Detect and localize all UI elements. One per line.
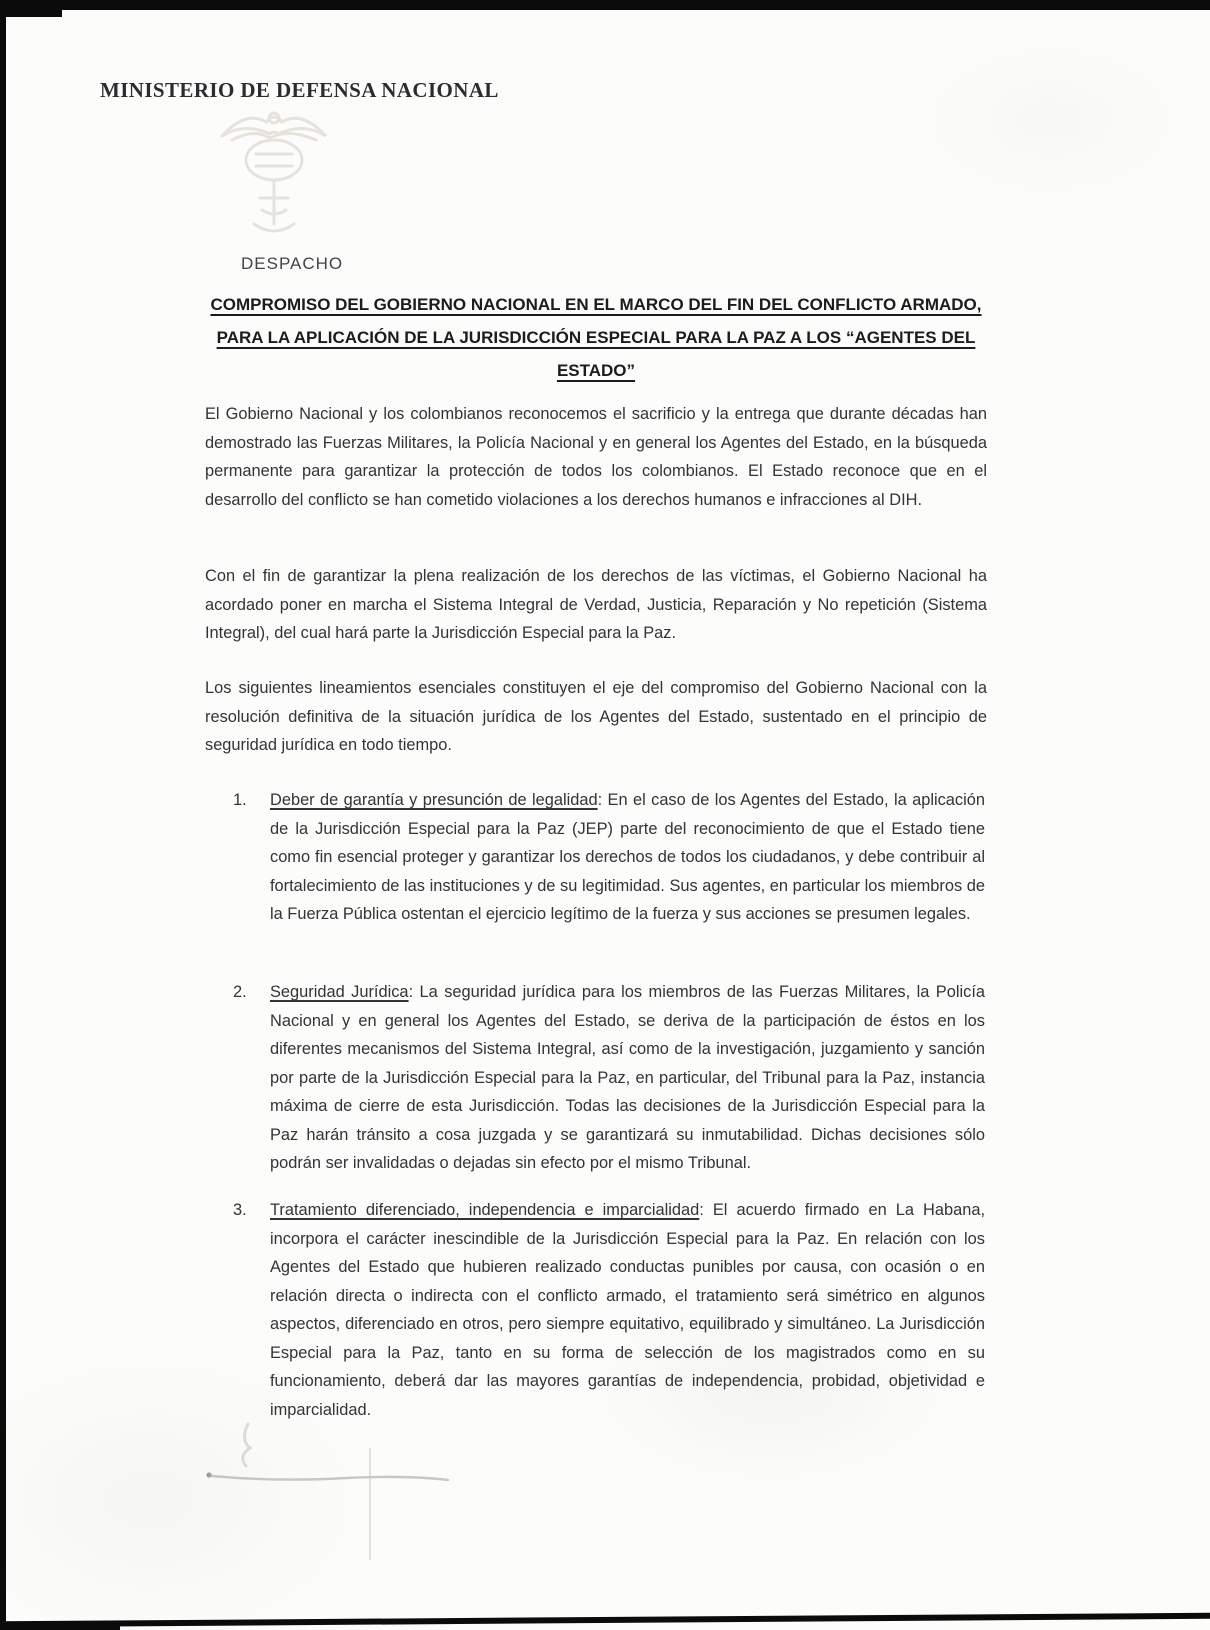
ministry-header: MINISTERIO DE DEFENSA NACIONAL — [100, 78, 499, 102]
pencil-scribble — [196, 1418, 496, 1508]
item-3-lead: Tratamiento diferenciado, independencia e imparcialidad — [270, 1201, 700, 1219]
item-1-number: 1. — [233, 791, 247, 809]
scan-border-top — [0, 0, 1210, 10]
document-title — [205, 288, 987, 387]
ministry-seal-icon — [208, 102, 340, 244]
item-1-text — [270, 786, 985, 929]
scan-border-corner — [0, 0, 62, 17]
title-line-3: ESTADO” — [556, 361, 636, 380]
paragraph-3: Los siguientes lineamientos esenciales constituyen el eje del compromiso del Gobierno Nacional con la resolución definitiva de la situación jurídica de los Agentes del Estado, sustentado en el principio de seguridad jurídica en todo tiempo. — [205, 679, 987, 754]
title-line-1: COMPROMISO DEL GOBIERNO NACIONAL EN EL MARCO DEL FIN DEL CONFLICTO ARMADO, — [210, 295, 982, 314]
list-item-2 — [233, 978, 985, 1178]
paragraph-2: Con el fin de garantizar la plena realización de los derechos de las víctimas, el Gobierno Nacional ha acordado poner en marcha el Sistema Integral de Verdad, Justicia, Reparación y No repetición (Sistema Integral), del cual hará parte la Jurisdicción Especial para la Paz. — [205, 567, 987, 642]
scan-border-bottom — [0, 1613, 1210, 1628]
item-3-number: 3. — [233, 1201, 247, 1219]
list-item-1 — [233, 786, 985, 929]
item-2-number: 2. — [233, 983, 247, 1001]
item-2-lead: Seguridad Jurídica — [270, 983, 409, 1001]
item-1-lead: Deber de garantía y presunción de legalidad — [270, 791, 598, 809]
scan-artifact-line — [369, 1448, 371, 1560]
title-line-2: PARA LA APLICACIÓN DE LA JURISDICCIÓN ESPECIAL PARA LA PAZ A LOS “AGENTES DEL — [216, 328, 976, 347]
item-2-body: : La seguridad jurídica para los miembros de las Fuerzas Militares, la Policía Nacional y en general los Agentes del Estado, se deriva de la participación de éstos en los diferentes mecanismos del Sistema Integral, así como de la investigación, juzgamiento y sanción por parte de la Jurisdicción Especial para la Paz, en particular, del Tribunal para la Paz, instancia máxima de cierre de esta Jurisdicción. Todas las decisiones de la Jurisdicción Especial para la Paz harán tránsito a cosa juzgada y se garantizará su inmutabilidad. Dichas decisiones sólo podrán ser invalidadas o dejadas sin efecto por el mismo Tribunal. — [270, 983, 986, 1172]
item-3-body: : El acuerdo firmado en La Habana, incorpora el carácter inescindible de la Jurisdicción Especial para la Paz. En relación con los Agentes del Estado que hubieren realizado conductas punibles por causa, con ocasión o en relación directa o indirecta con el conflicto armado, el tratamiento será simétrico en algunos aspectos, diferenciado en otros, pero siempre equitativo, equilibrado y simultáneo. La Jurisdicción Especial para la Paz, tanto en su forma de selección de los magistrados como en su funcionamiento, deberá dar las mayores garantías de independencia, probidad, objetividad e imparcialidad. — [270, 1201, 985, 1419]
item-1-body: : En el caso de los Agentes del Estado, la aplicación de la Jurisdicción Especial para la Paz (JEP) parte del reconocimiento de que el Estado tiene como fin esencial proteger y garantizar los derechos de todos los ciudadanos, y debe contribuir al fortalecimiento de las instituciones y de su legitimidad. Sus agentes, en particular los miembros de la Fuerza Pública ostentan el ejercicio legítimo de la fuerza y sus acciones se presumen legales. — [270, 791, 985, 923]
paragraph-1: El Gobierno Nacional y los colombianos reconocemos el sacrificio y la entrega que durante décadas han demostrado las Fuerzas Militares, la Policía Nacional y en general los Agentes del Estado, en la búsqueda permanente para garantizar la protección de todos los colombianos. El Estado reconoce que en el desarrollo del conflicto se han cometido violaciones a los derechos humanos e infracciones al DIH. — [205, 405, 987, 509]
list-item-3 — [233, 1196, 985, 1424]
scan-border-bottom-left — [0, 1626, 120, 1630]
item-3-text — [270, 1196, 985, 1424]
scan-border-left — [0, 0, 6, 1630]
office-label: DESPACHO — [241, 254, 344, 273]
item-2-text — [270, 978, 985, 1178]
